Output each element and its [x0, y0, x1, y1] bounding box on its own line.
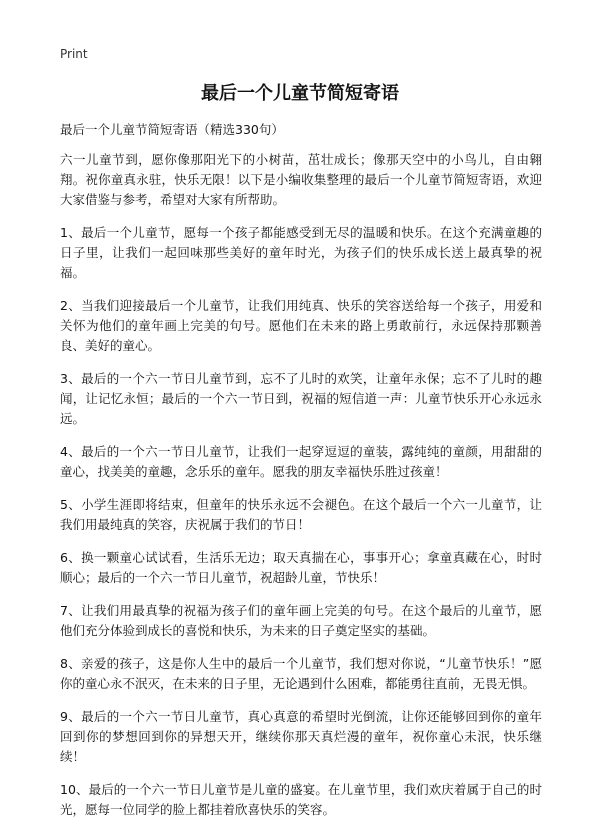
print-link[interactable]: Print [60, 47, 88, 61]
paragraph-8: 8、亲爱的孩子，这是你人生中的最后一个儿童节，我们想对你说，“儿童节快乐！”愿你的童心永不泯灭，在未来的日子里，无论遇到什么困难，都能勇往直前，无畏无惧。 [60, 656, 542, 691]
paragraph-9: 9、最后的一个六一节日儿童节，真心真意的希望时光倒流，让你还能够回到你的童年回到你的梦想回到你的异想天开，继续你那天真烂漫的童年，祝你童心未泯，快乐继续！ [60, 709, 542, 764]
document-subtitle: 最后一个儿童节简短寄语（精选330句） [60, 122, 284, 137]
paragraph-4: 4、最后的一个六一节日儿童节，让我们一起穿逗逗的童装，露纯纯的童颜，用甜甜的童心，找美美的童趣，念乐乐的童年。愿我的朋友幸福快乐胜过孩童！ [60, 444, 542, 479]
paragraph-5: 5、小学生涯即将结束，但童年的快乐永远不会褪色。在这个最后一个六一儿童节，让我们用最纯真的笑容，庆祝属于我们的节日！ [60, 497, 542, 532]
document-body [60, 150, 542, 833]
paragraph-6: 6、换一颗童心试试看，生活乐无边；取天真揣在心，事事开心；拿童真藏在心，时时顺心；最后的一个六一节日儿童节，祝超龄儿童，节快乐！ [60, 550, 542, 585]
paragraph-3: 3、最后的一个六一节日儿童节到，忘不了儿时的欢笑，让童年永保；忘不了儿时的趣闻，让记忆永恒；最后的一个六一节日到，祝福的短信道一声：儿童节快乐开心永远永远。 [60, 371, 542, 426]
paragraph-7: 7、让我们用最真挚的祝福为孩子们的童年画上完美的句号。在这个最后的儿童节，愿他们充分体验到成长的喜悦和快乐，为未来的日子奠定坚实的基础。 [60, 603, 542, 638]
paragraph-1: 1、最后一个儿童节，愿每一个孩子都能感受到无尽的温暖和快乐。在这个充满童趣的日子里，让我们一起回味那些美好的童年时光，为孩子们的快乐成长送上最真挚的祝福。 [60, 225, 542, 280]
intro-paragraph: 六一儿童节到，愿你像那阳光下的小树苗，茁壮成长；像那天空中的小鸟儿，自由翱翔。祝你童真永驻，快乐无限！以下是小编收集整理的最后一个儿童节简短寄语，欢迎大家借鉴与参考，希望对大家有所帮助。 [60, 152, 542, 207]
document-title: 最后一个儿童节简短寄语 [201, 83, 399, 104]
paragraph-2: 2、当我们迎接最后一个儿童节，让我们用纯真、快乐的笑容送给每一个孩子，用爱和关怀为他们的童年画上完美的句号。愿他们在未来的路上勇敢前行，永远保持那颗善良、美好的童心。 [60, 298, 542, 353]
paragraph-10: 10、最后的一个六一节日儿童节是儿童的盛宴。在儿童节里，我们欢庆着属于自己的时光，愿每一位同学的脸上都挂着欣喜快乐的笑容。 [60, 782, 542, 817]
